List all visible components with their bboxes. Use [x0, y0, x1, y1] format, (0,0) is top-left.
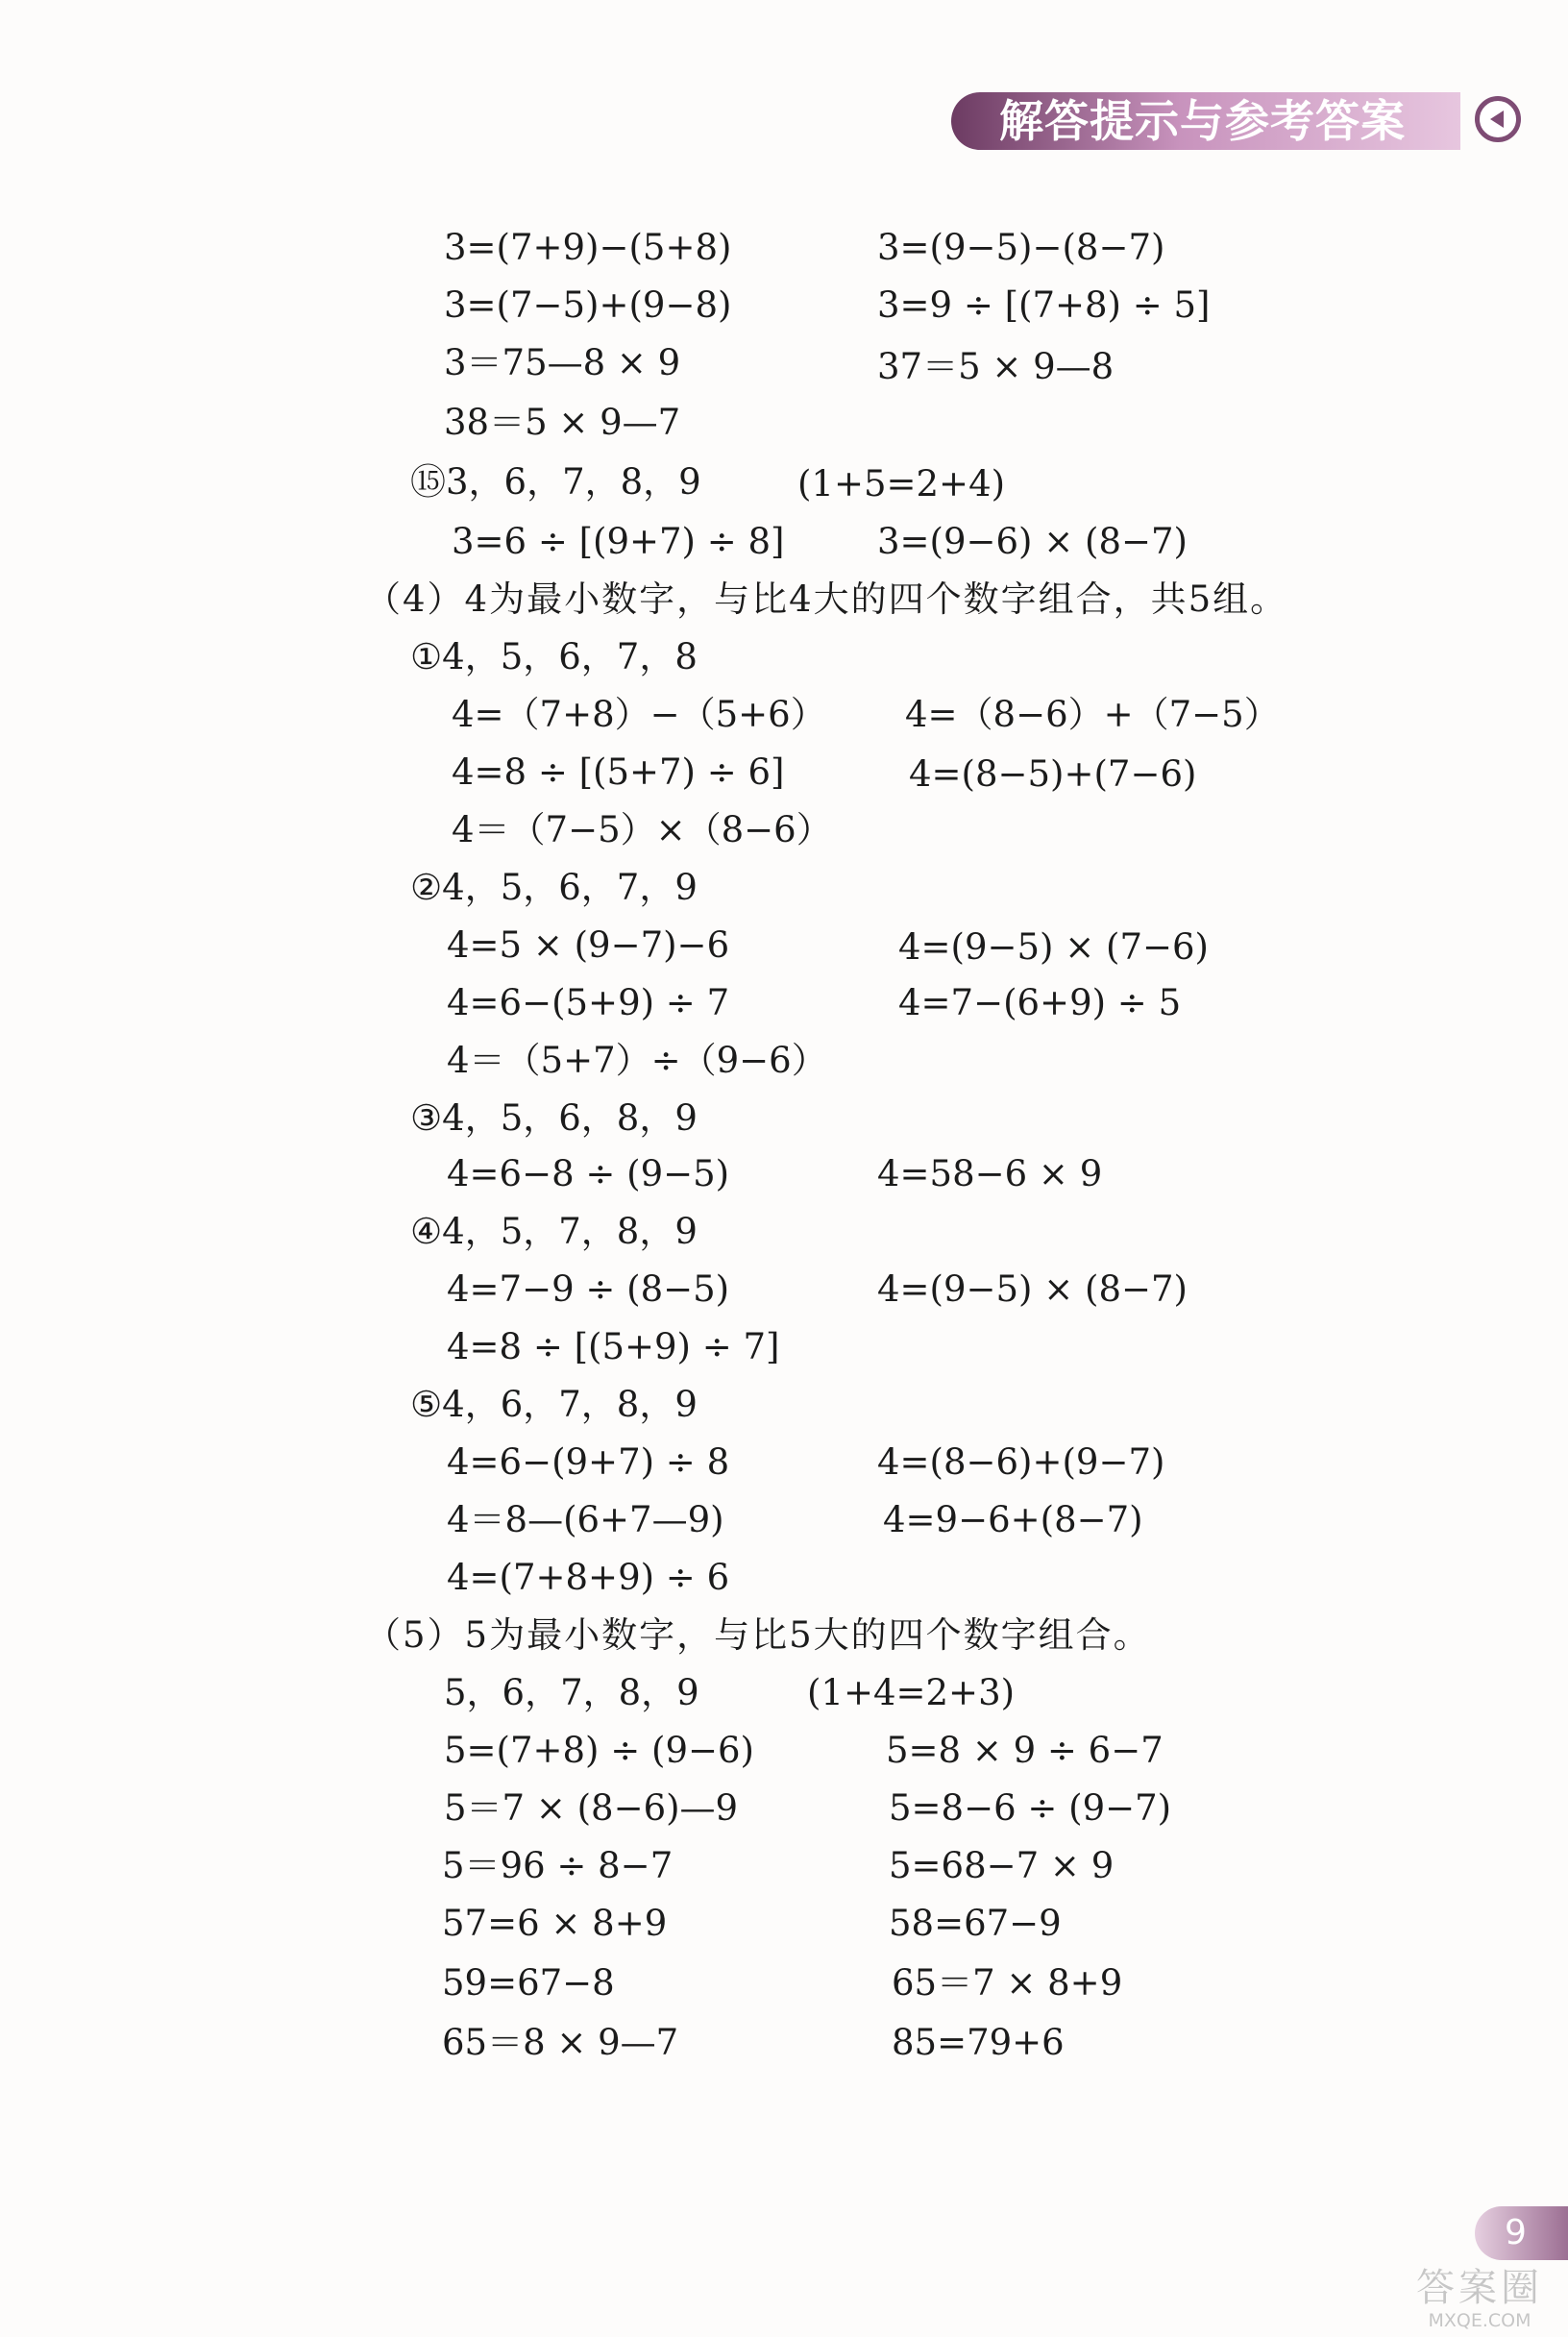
answer-line: 4=（7+8）−（5+6） [452, 694, 826, 735]
answer-line: 3=(9−5)−(8−7) [877, 227, 1165, 268]
answer-line: 5＝7 × (8−6)—9 [444, 1787, 739, 1829]
answer-line: 37＝5 × 9—8 [877, 346, 1115, 387]
answer-line: 5=(7+8) ÷ (9−6) [444, 1730, 754, 1771]
answer-line: 5，6，7，8，9 [444, 1672, 699, 1713]
answer-line: 4=6−(5+9) ÷ 7 [447, 982, 730, 1023]
answer-line: (1+4=2+3) [807, 1672, 1016, 1713]
answer-line: 4=58−6 × 9 [877, 1153, 1103, 1194]
answer-line: 4=(7+8+9) ÷ 6 [447, 1557, 730, 1598]
answer-line: 4=7−9 ÷ (8−5) [447, 1268, 730, 1310]
answer-line: 65＝7 × 8+9 [892, 1962, 1123, 2004]
answer-line: 4＝8—(6+7—9) [447, 1499, 724, 1540]
answer-line: ③4，5，6，8，9 [410, 1097, 698, 1139]
answer-line: 4=6−(9+7) ÷ 8 [447, 1441, 730, 1483]
answer-line: ⑤4，6，7，8，9 [410, 1384, 698, 1425]
answer-line: 3=(9−6) × (8−7) [877, 521, 1188, 562]
answer-line: 5=8 × 9 ÷ 6−7 [886, 1730, 1164, 1771]
answer-line: 65＝8 × 9—7 [442, 2022, 679, 2063]
answer-line: (1+5=2+4) [797, 463, 1006, 504]
answer-line: 4=(9−5) × (8−7) [877, 1268, 1188, 1310]
answer-line: 3＝75—8 × 9 [444, 342, 681, 383]
answer-line: 4＝（5+7）÷（9−6） [447, 1040, 827, 1081]
page-number: 9 [1505, 2213, 1527, 2252]
answer-line: 5=8−6 ÷ (9−7) [889, 1787, 1172, 1829]
header-title: 解答提示与参考答案 [999, 95, 1406, 147]
answer-line: 57=6 × 8+9 [442, 1903, 668, 1944]
answer-line: 4=8 ÷ [(5+9) ÷ 7] [447, 1326, 780, 1367]
answer-line: 4=6−8 ÷ (9−5) [447, 1153, 730, 1194]
answer-line: 59=67−8 [442, 1962, 615, 2004]
section-heading: （5）5为最小数字，与比5大的四个数字组合。 [365, 1614, 1151, 1656]
answer-line: 4=9−6+(8−7) [883, 1499, 1143, 1540]
answer-line: 3=6 ÷ [(9+7) ÷ 8] [452, 521, 785, 562]
answer-line: 38＝5 × 9—7 [444, 402, 681, 443]
answer-line: 4=（8−6）+（7−5） [905, 694, 1280, 735]
watermark-url: MXQE.COM [1428, 2310, 1531, 2331]
answer-line: 85=79+6 [892, 2022, 1065, 2063]
answer-line: ①4，5，6，7，8 [410, 636, 698, 677]
section-heading: （4）4为最小数字，与比4大的四个数字组合，共5组。 [365, 578, 1288, 620]
back-arrow-icon [1475, 96, 1521, 142]
answer-line: 58=67−9 [889, 1903, 1062, 1944]
answer-line: 4=(9−5) × (7−6) [898, 926, 1209, 968]
answer-line: 4=(8−6)+(9−7) [877, 1441, 1165, 1483]
answer-line: 5＝96 ÷ 8−7 [442, 1845, 674, 1886]
watermark-logo [1403, 2266, 1556, 2331]
answer-line: 4=(8−5)+(7−6) [909, 753, 1197, 795]
answer-line: 4=7−(6+9) ÷ 5 [898, 982, 1182, 1023]
watermark-text: 答案圈 [1416, 2266, 1543, 2310]
answer-line: ④4，5，7，8，9 [410, 1211, 698, 1252]
answer-line: ⑮3，6，7，8，9 [410, 461, 701, 503]
answer-line: 3=9 ÷ [(7+8) ÷ 5] [877, 284, 1211, 326]
answer-line: 4＝（7−5）×（8−6） [452, 809, 832, 850]
answer-line: 4=5 × (9−7)−6 [447, 924, 730, 966]
answer-line: 4=8 ÷ [(5+7) ÷ 6] [452, 751, 785, 793]
answer-line: 3=(7+9)−(5+8) [444, 227, 732, 268]
answer-line: 3=(7−5)+(9−8) [444, 284, 732, 326]
answer-line: ②4，5，6，7，9 [410, 867, 698, 908]
answer-line: 5=68−7 × 9 [889, 1845, 1115, 1886]
